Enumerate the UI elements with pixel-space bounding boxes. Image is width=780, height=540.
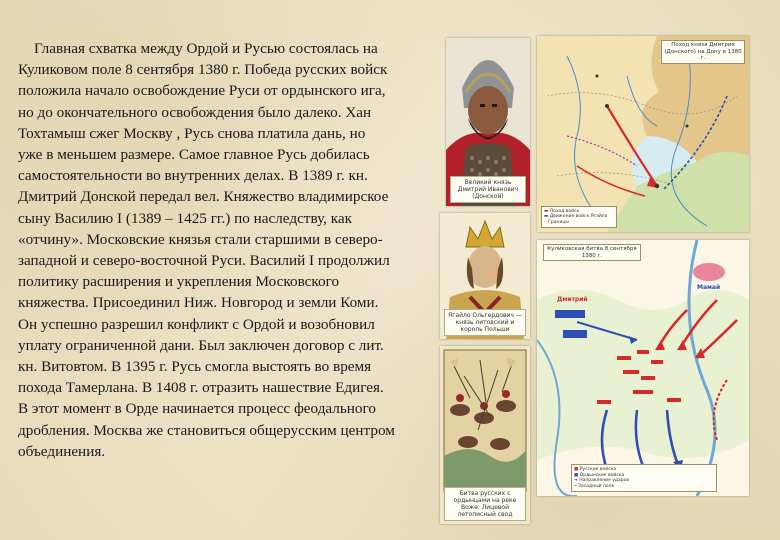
portrait-caption: Ягайло Ольгердович — князь литовский и король Польши [444,309,526,336]
battle-map-graphic [537,240,749,496]
legend-item: ■ Ордынские войска [574,472,625,478]
text-line: самостоятельности во внутренних делах. В 1389 г. кн. [18,167,368,185]
map-label: Дмитрий [557,296,588,303]
map-legend [541,206,617,228]
legend-item: ▬ Движение войск Ягайла [544,214,608,220]
text-line: кн. Витовтом. В 1395 г. Русь смогла выстоять во время [18,358,372,376]
text-line: Главная схватка между Ордой и Русью состоялась на [34,40,378,57]
text-line: западной и северо-восточной Руси. Василий I продолжил [18,252,390,270]
legend-item: ▬ Поход войск [544,208,580,214]
text-line: княжества. Присоединил Ниж. Новгород и земли Коми. [18,294,379,312]
legend-item: ┅ Засадный полк [574,483,615,489]
text-line: Куликовом поле 8 сентября 1380 г. Победа русских войск [18,61,388,79]
text-line: политику расширения и укрепления Московского [18,273,340,291]
map-legend [571,464,717,492]
portrait-jagiello [440,213,530,339]
campaign-map [537,36,749,232]
battle-map [537,240,749,496]
text-line: «отчину». Московские князья стали старшими в северо- [18,230,383,248]
map-title: Куликовская битва 8 сентября 1380 г. [543,244,641,261]
legend-item: ┄ Границы [544,219,569,225]
map-title: Поход князя Дмитрия (Донского) на Дону в 1380 г. [661,40,745,64]
text-line: похода Тамерлана. В 1408 г. отразить нашествие Едигея. [18,379,384,397]
battle-scene-miniature [440,346,530,524]
text-line: объединения. [18,442,106,460]
text-line: дробления. Москва же становиться общерусским центром [18,421,395,439]
portrait-dmitry-donskoy [446,38,530,206]
text-line: уже в меньшем размере. Самое главное Русь добилась [18,146,370,164]
text-line: Дмитрий Донской передал вел. Княжество владимирское [18,188,389,206]
text-line: Тохтамыш сжег Москву , Русь снова платила дань, но [18,124,366,142]
text-line: Он успешно разрешил конфликт с Ордой и возобновил [18,315,375,333]
text-line: сыну Василию I (1389 – 1425 гг.) по наследству, как [18,209,353,227]
main-text [18,38,436,462]
text-line: положила начало освобождение Руси от ордынского ига, [18,82,386,100]
map-label: Мамай [697,284,721,291]
text-line: но до окончательного освобождения было далеко. Хан [18,103,372,121]
text-line: уплату ограниченной дани. Был заключен договор с лит. [18,336,384,354]
text-line: В этот момент в Орде начинается процесс феодального [18,400,376,418]
portrait-caption: Битва русских с ордынцами на реке Воже. Лицевой летописный свод [444,487,526,521]
legend-item: ➜ Направление ударов [574,478,630,484]
legend-item: ■ Русские войска [574,467,617,473]
portrait-caption: Великий князь Дмитрий Иванович (Донской) [450,176,526,203]
campaign-map-graphic [537,36,749,232]
